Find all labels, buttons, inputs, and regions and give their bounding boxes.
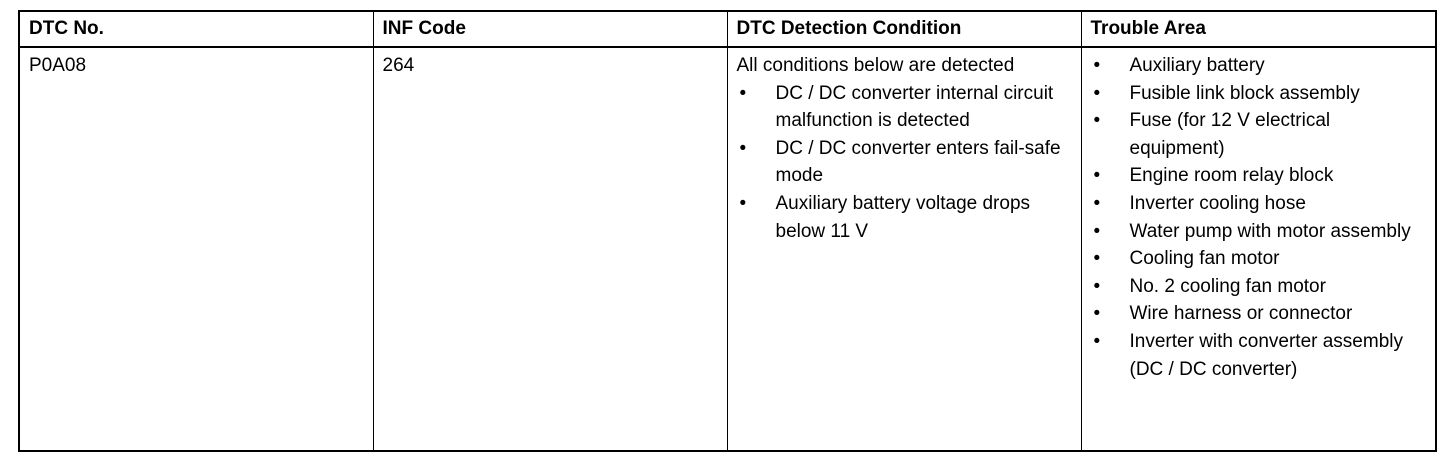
list-item — [737, 135, 1071, 190]
bullet: • — [1093, 303, 1101, 325]
header-row — [19, 11, 1436, 47]
header-detection-condition: DTC Detection Condition — [727, 11, 1081, 47]
trouble-area-text: Cooling fan motor — [1129, 248, 1280, 270]
bullet: • — [739, 137, 747, 159]
bullet: • — [739, 192, 747, 214]
list-item — [1091, 107, 1426, 162]
trouble-area-text: Fusible link block assembly — [1129, 82, 1360, 104]
dtc-table — [18, 10, 1437, 452]
list-item — [1091, 218, 1426, 246]
trouble-area-text: Auxiliary battery — [1129, 55, 1265, 76]
header-dtc-no: DTC No. — [19, 11, 373, 47]
list-item — [1091, 300, 1426, 328]
bullet: • — [1093, 275, 1101, 297]
list-item — [1091, 52, 1426, 80]
list-item — [1091, 190, 1426, 218]
trouble-area-list — [1091, 52, 1426, 383]
trouble-area-text: No. 2 cooling fan motor — [1129, 275, 1326, 297]
list-item — [1091, 273, 1426, 301]
trouble-area-text: Engine room relay block — [1129, 165, 1334, 187]
table-row — [19, 47, 1436, 451]
cell-inf-code: 264 — [373, 47, 727, 451]
cell-detection-condition — [727, 47, 1081, 451]
list-item — [737, 80, 1071, 135]
condition-text: Auxiliary battery voltage drops below 11 V — [775, 192, 1031, 242]
condition-intro: All conditions below are detected — [736, 55, 1015, 76]
condition-text: DC / DC converter enters fail-safe mode — [775, 137, 1061, 187]
bullet: • — [1093, 248, 1101, 270]
table-body — [19, 47, 1436, 451]
trouble-area-text: Inverter with converter assembly (DC / DC converter) — [1129, 330, 1403, 380]
trouble-area-text: Water pump with motor assembly — [1129, 220, 1411, 242]
trouble-area-text: Wire harness or connector — [1129, 303, 1353, 325]
bullet: • — [1093, 165, 1101, 187]
trouble-area-text: Inverter cooling hose — [1129, 192, 1306, 214]
list-item — [1091, 162, 1426, 190]
bullet: • — [1093, 220, 1101, 242]
list-item — [737, 190, 1071, 245]
list-item — [1091, 80, 1426, 108]
trouble-area-text: Fuse (for 12 V electrical equipment) — [1129, 110, 1331, 159]
list-item — [1091, 245, 1426, 273]
cell-trouble-area — [1081, 47, 1436, 451]
cell-dtc-no: P0A08 — [19, 47, 373, 451]
condition-text: DC / DC converter internal circuit malfunction is detected — [775, 82, 1054, 132]
bullet: • — [1093, 192, 1101, 214]
header-trouble-area: Trouble Area — [1081, 11, 1436, 47]
table-header — [19, 11, 1436, 47]
bullet: • — [1093, 330, 1101, 352]
list-item — [1091, 328, 1426, 383]
bullet: • — [739, 82, 747, 104]
header-inf-code: INF Code — [373, 11, 727, 47]
bullet: • — [1093, 110, 1101, 132]
condition-list — [737, 80, 1071, 246]
bullet: • — [1093, 82, 1101, 104]
bullet: • — [1093, 55, 1101, 76]
